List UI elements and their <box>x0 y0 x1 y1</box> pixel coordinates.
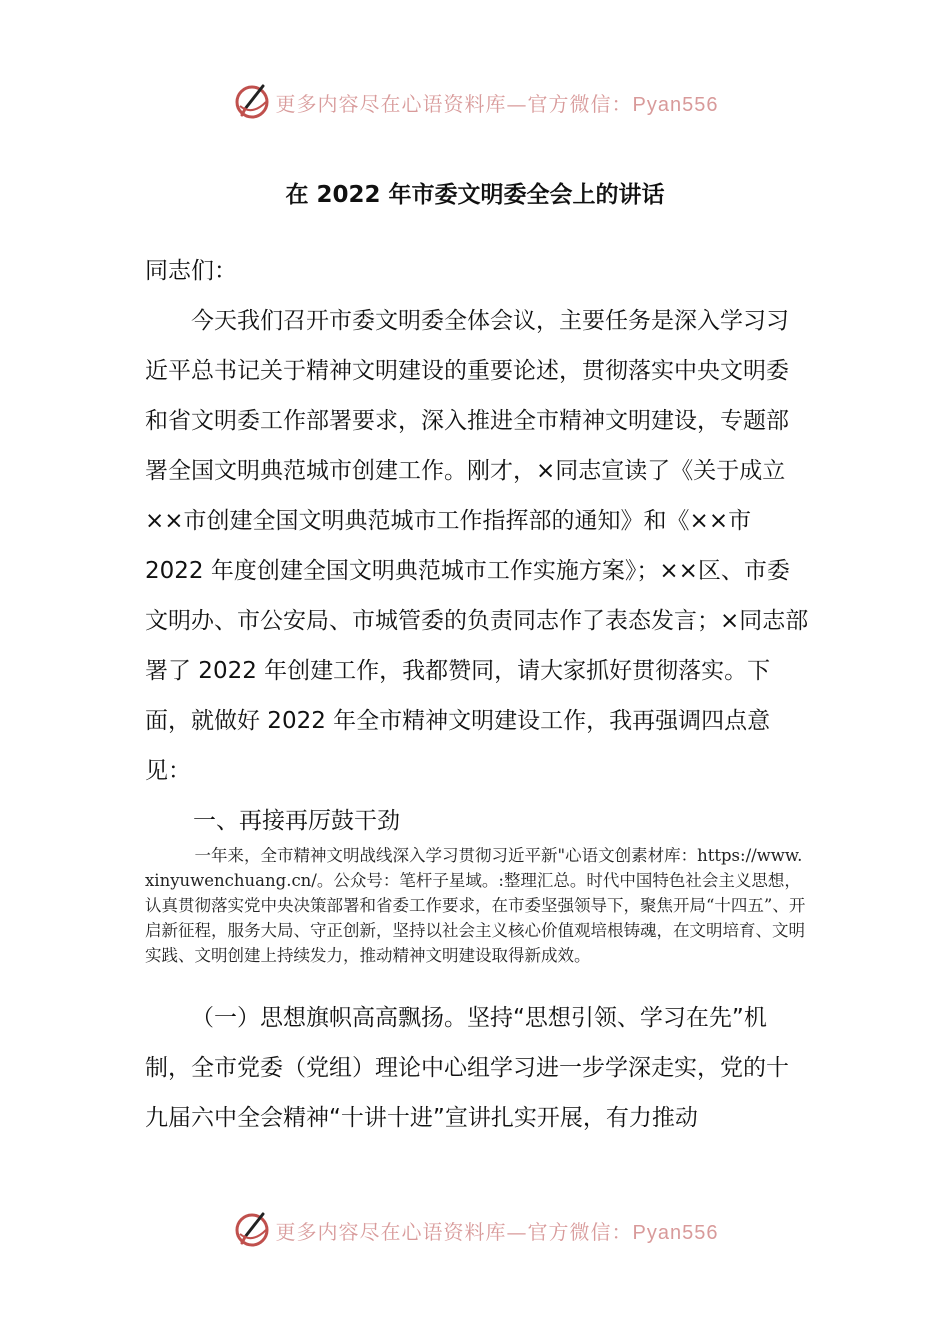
footer-watermark <box>0 1210 950 1250</box>
salutation: 同志们： <box>145 258 237 284</box>
watermark-text <box>276 88 719 117</box>
subsection-paragraph-1: （一）思想旗帜高高飘扬。坚持“思想引领、学习在先”机制，全市党委（党组）理论中心组学习进一步学深走实，党的十九届六中全会精神“十讲十进”宣讲扎实开展，有力推动 <box>145 1005 789 1131</box>
section-heading-1: 一、再接再厉鼓干劲 <box>193 808 400 834</box>
watermark-main-text: 更多内容尽在心语资料库—官方微信： <box>275 91 633 116</box>
header-watermark <box>0 82 950 122</box>
watermark-text <box>276 1216 719 1245</box>
quill-logo-icon <box>232 82 272 122</box>
document-title: 在 2022 年市委文明委全会上的讲话 <box>285 182 665 208</box>
document-body-bottom <box>145 993 810 1143</box>
watermark-wechat-id: Pyan556 <box>632 1221 719 1244</box>
watermark-wechat-id: Pyan556 <box>632 93 719 116</box>
document-body-top <box>145 246 810 846</box>
quill-logo-icon <box>232 1210 272 1250</box>
section-1-small-paragraph: 一年来，全市精神文明战线深入学习贯彻习近平新"心语文创素材库：https://www.xinyuwenchuang.cn/。公众号：笔杆子星域。:整理汇总。时代中国特色社会主义思想，认真贯彻落实党中央决策部署和省委工作要求，在市委坚强领导下，聚焦开局“十四五”、开启新征程，服务大局、守正创新，坚持以社会主义核心价值观培根铸魂，在文明培育、文明实践、文明创建上持续发力，推动精神文明建设取得新成效。 <box>145 846 806 965</box>
intro-paragraph: 今天我们召开市委文明委全体会议，主要任务是深入学习习近平总书记关于精神文明建设的重要论述，贯彻落实中央文明委和省文明委工作部署要求，深入推进全市精神文明建设，专题部署全国文明典范城市创建工作。刚才，×同志宣读了《关于成立××市创建全国文明典范城市工作指挥部的通知》和《××市 2022 年度创建全国文明典范城市工作实施方案》；××区、市委文明办、市公安局、市城管委的负责同志作了表态发言；×同志部署了 2022 年创建工作，我都赞同，请大家抓好贯彻落实。下面，就做好 2022 年全市精神文明建设工作，我再强调四点意见： <box>145 308 809 784</box>
watermark-main-text: 更多内容尽在心语资料库—官方微信： <box>275 1219 633 1244</box>
